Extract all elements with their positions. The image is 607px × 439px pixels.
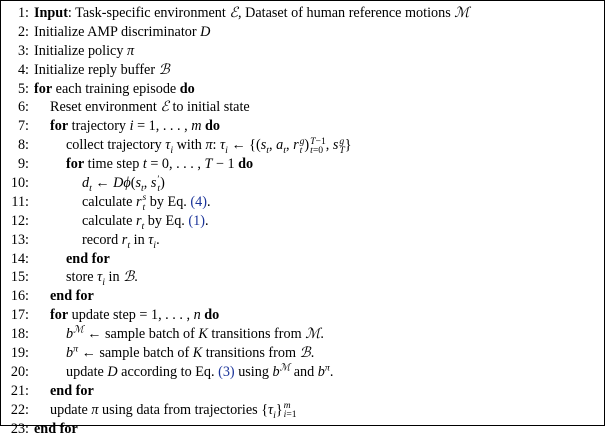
line-text: Reset environment ℰ to initial state [50,99,250,116]
algorithm-line [9,287,469,306]
algorithm-line [9,212,469,231]
line-number: 19: [10,345,29,362]
algorithm-line [9,231,469,250]
line-number: 20: [10,363,29,380]
line-number: 8: [17,137,29,154]
line-text: end for [66,250,110,267]
line-text: Input: Task-specific environment ℰ, Dataset of human reference motions ℳ [34,5,470,21]
algorithm-lines [9,4,469,438]
algorithm-line [9,80,469,99]
line-number: 12: [10,212,29,229]
algorithm-line [9,268,469,287]
line-text: store $\tau_i$ in ℬ. [66,269,138,289]
line-number: 18: [10,326,29,343]
line-number: 11: [11,193,29,210]
line-number: 13: [10,231,29,248]
line-number: 1: [17,5,29,21]
line-number: 5: [17,80,29,97]
algorithm-line [9,174,469,193]
line-text: Initialize reply buffer ℬ [34,61,170,78]
line-text: end for [50,288,94,305]
line-text: Initialize policy π [34,42,135,59]
line-number: 15: [10,269,29,286]
algorithm-line [9,363,469,382]
algorithm-line [9,23,469,42]
line-text: collect trajectory $\tau_i$ with π: $\tau_i$ ← {($s_t$, $a_t$, r g t ) T−1 t=0 , s g T } [66,135,352,157]
algorithm-line [9,42,469,61]
line-text: end for [34,420,78,437]
line-text: record $r_t$ in $\tau_i$. [82,231,160,251]
line-text: calculate $r_t$ by Eq. (1). [82,212,209,232]
line-number: 10: [10,175,29,192]
algorithm-line [9,98,469,117]
line-text: for update step = 1, . . . , n do [50,307,220,324]
line-number: 21: [10,382,29,399]
algorithm-line [9,117,469,136]
algorithm-line [9,61,469,80]
line-text: $b^ℳ$ ← sample batch of K transitions from ℳ. [66,324,324,343]
line-text: update π using data from trajectories $\{\tau_i\}$ m i=1 [50,400,297,421]
line-number: 2: [17,23,29,40]
line-text: $d_t$ ← $D\phi(s_t$, s ′ t ) [82,173,165,194]
algorithm-line [9,401,469,420]
line-number: 6: [17,99,29,116]
line-text: $b^\pi$ ← sample batch of K transitions from ℬ. [66,343,315,362]
line-text: update D according to Eq. (3) using $b^ℳ$ and $b^\pi$. [66,362,334,380]
line-text: end for [50,382,94,399]
line-text: Initialize AMP discriminator D [34,23,211,40]
line-number: 17: [10,307,29,324]
line-number: 23: [10,420,29,437]
line-number: 9: [17,156,29,173]
algorithm-line [9,306,469,325]
line-text: for each training episode do [34,80,195,97]
line-text: for trajectory i = 1, . . . , m do [50,118,220,135]
algorithm-line [9,193,469,212]
algorithm-line [9,382,469,401]
algorithm-line [9,344,469,363]
line-number: 22: [10,401,29,418]
line-number: 7: [17,118,29,135]
line-number: 16: [10,288,29,305]
line-number: 4: [17,61,29,78]
algorithm-line [9,4,469,23]
line-text: for time step t = 0, . . . , T − 1 do [66,156,254,173]
algorithm-line [9,325,469,344]
algorithm-line [9,420,469,439]
algorithm-line [9,155,469,174]
line-text: calculate r s t by Eq. (4). [82,192,211,213]
algorithm-line [9,136,469,155]
line-number: 3: [17,42,29,59]
line-number: 14: [10,250,29,267]
algorithm-line [9,250,469,269]
